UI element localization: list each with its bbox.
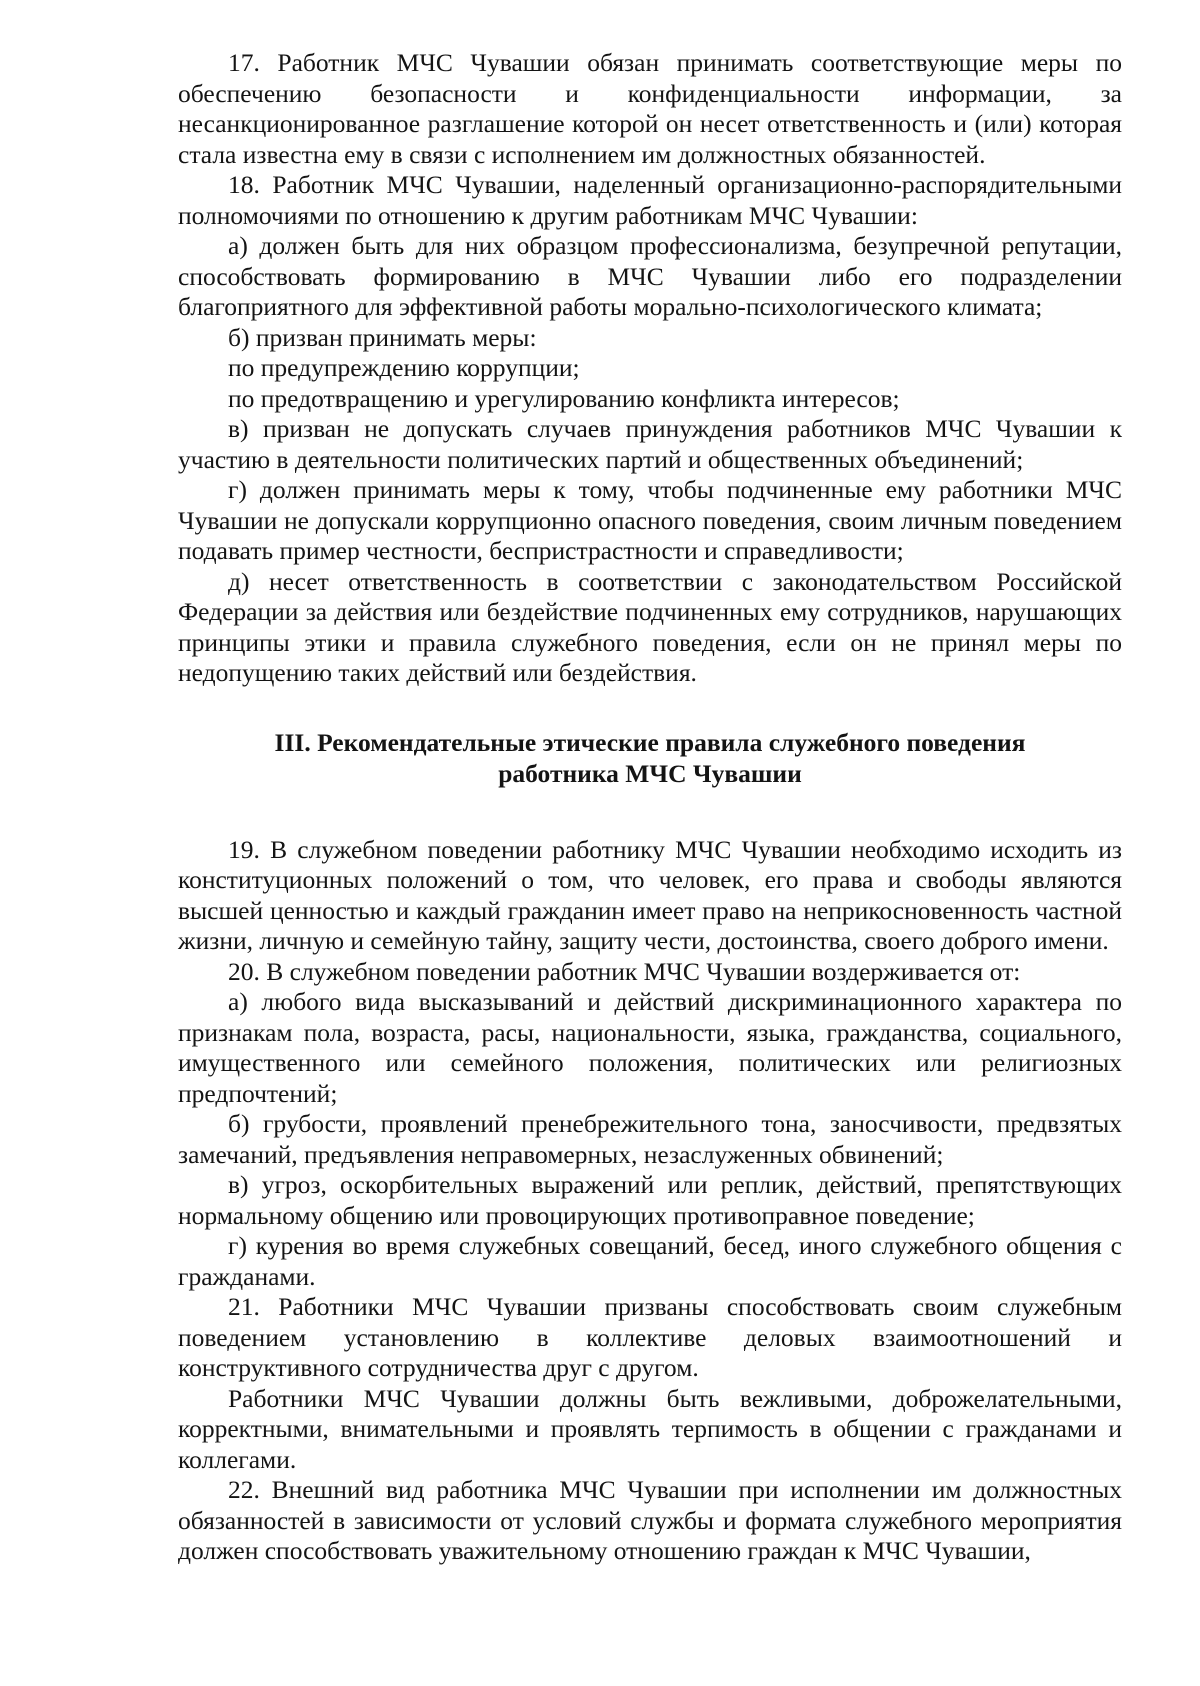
section-heading-line-1: III. Рекомендательные этические правила служебного поведения xyxy=(274,727,1026,757)
paragraph-19: 19. В служебном поведении работнику МЧС Чувашии необходимо исходить из конституционных положений о том, что человек, его права и свободы являются высшей ценностью и каждый гражданин имеет право на неприкосновенность частной жизни, личную и семейную тайну, защиту чести, достоинства, своего доброго имени. xyxy=(178,834,1122,955)
paragraph-18-g: г) должен принимать меры к тому, чтобы подчиненные ему работники МЧС Чувашии не допускали коррупционно опасного поведения, своим личным поведением подавать пример честности, беспристрастности и справедливости; xyxy=(178,475,1122,565)
paragraph-18: 18. Работник МЧС Чувашии, наделенный организационно-распорядительными полномочиями по отношению к другим работникам МЧС Чувашии: xyxy=(178,170,1122,230)
paragraph-18-a: а) должен быть для них образцом профессионализма, безупречной репутации, способствовать формированию в МЧС Чувашии либо его подразделении благоприятного для эффективной работы морально-психологического климата; xyxy=(178,231,1122,321)
paragraph-18-d: д) несет ответственность в соответствии с законодательством Российской Федерации за действия или бездействие подчиненных ему сотрудников, нарушающих принципы этики и правила служебного поведения, если он не принял меры по недопущению таких действий или бездействия. xyxy=(178,566,1122,687)
paragraph-20: 20. В служебном поведении работник МЧС Чувашии воздерживается от: xyxy=(228,956,1021,986)
section-heading xyxy=(178,727,1122,789)
paragraph-20-a: а) любого вида высказываний и действий дискриминационного характера по признакам пола, возраста, расы, национальности, языка, гражданства, социального, имущественного или семейного положения, политических или религиозных предпочтений; xyxy=(178,987,1122,1108)
paragraph-18-v: в) призван не допускать случаев принуждения работников МЧС Чувашии к участию в деятельности политических партий и общественных объединений; xyxy=(178,414,1122,474)
paragraph-20-g: г) курения во время служебных совещаний, бесед, иного служебного общения с гражданами. xyxy=(178,1231,1122,1291)
paragraph-18-b-2: по предотвращению и урегулированию конфликта интересов; xyxy=(228,383,900,413)
text-after-heading xyxy=(178,835,1122,1567)
paragraph-18-b: б) призван принимать меры: xyxy=(228,322,537,352)
paragraph-21: 21. Работники МЧС Чувашии призваны способствовать своим служебным поведением установлению в коллективе деловых взаимоотношений и конструктивного сотрудничества друг с другом. xyxy=(178,1292,1122,1382)
paragraph-17: 17. Работник МЧС Чувашии обязан принимать соответствующие меры по обеспечению безопасности и конфиденциальности информации, за несанкционированное разглашение которой он несет ответственность и (или) которая стала известна ему в связи с исполнением им должностных обязанностей. xyxy=(178,48,1122,169)
paragraph-21-cont: Работники МЧС Чувашии должны быть вежливыми, доброжелательными, корректными, внимательными и проявлять терпимость в общении с гражданами и коллегами. xyxy=(178,1383,1122,1474)
paragraph-20-v: в) угроз, оскорбительных выражений или реплик, действий, препятствующих нормальному общению или провоцирующих противоправное поведение; xyxy=(178,1170,1122,1230)
paragraph-18-b-1: по предупреждению коррупции; xyxy=(228,353,580,382)
paragraph-22: 22. Внешний вид работника МЧС Чувашии при исполнении им должностных обязанностей в зависимости от условий службы и формата служебного мероприятия должен способствовать уважительному отношению граждан к МЧС Чувашии, xyxy=(178,1475,1122,1565)
paragraph-20-b: б) грубости, проявлений пренебрежительного тона, заносчивости, предвзятых замечаний, предъявления неправомерных, незаслуженных обвинений; xyxy=(178,1109,1122,1169)
section-heading-line-2: работника МЧС Чувашии xyxy=(498,758,802,788)
text-before-heading xyxy=(178,48,1122,689)
